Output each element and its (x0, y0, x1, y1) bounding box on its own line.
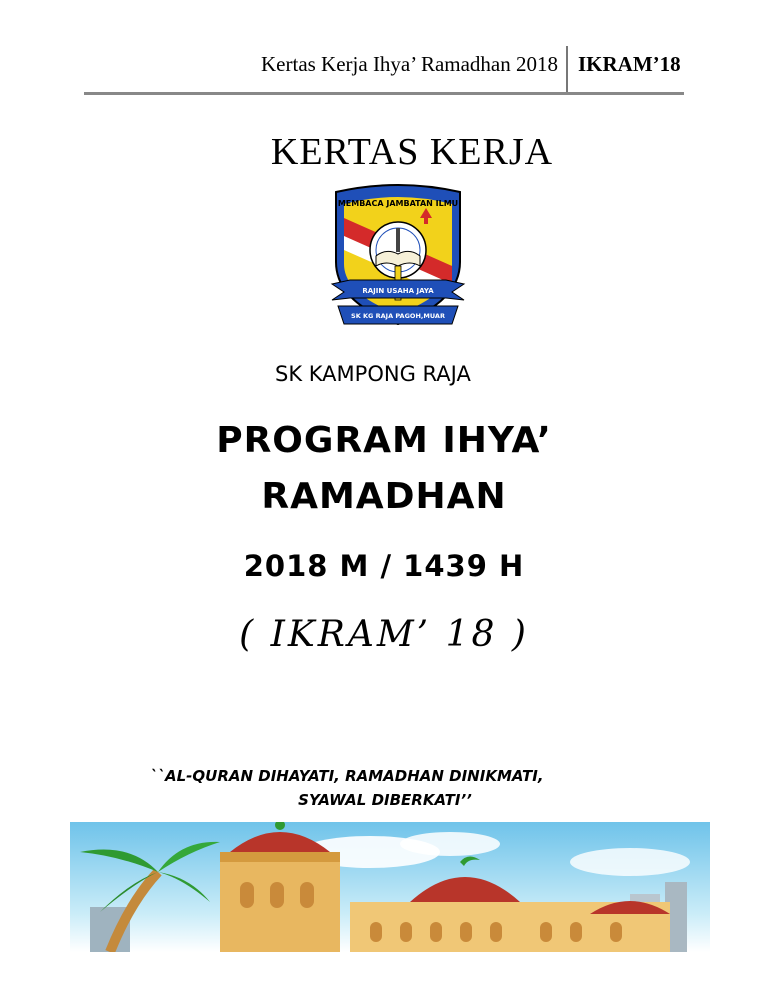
program-code: ( IKRAM’ 18 ) (239, 614, 529, 655)
program-year: 2018 M / 1439 H (243, 549, 525, 583)
page-header (84, 40, 684, 96)
school-crest-logo (330, 184, 466, 340)
header-title: Kertas Kerja Ihya’ Ramadhan 2018 (261, 52, 558, 76)
header-rule (84, 92, 684, 95)
program-title-line-1: PROGRAM IHYA’ (216, 420, 552, 461)
mosque-illustration-banner (70, 822, 710, 952)
header-divider (566, 46, 568, 92)
motto (150, 764, 620, 812)
logo-top-text: MEMBACA JAMBATAN ILMU (337, 199, 459, 208)
program-title-line-2: RAMADHAN (261, 476, 507, 517)
motto-line-1: ``AL-QURAN DIHAYATI, RAMADHAN DINIKMATI, (150, 767, 544, 785)
header-tag: IKRAM’18 (578, 52, 681, 76)
document-title: KERTAS KERJA (270, 131, 554, 173)
school-name: SK KAMPONG RAJA (275, 362, 471, 386)
logo-ribbon-1: RAJIN USAHA JAYA (362, 287, 434, 295)
logo-ribbon-2: SK KG RAJA PAGOH,MUAR (351, 312, 445, 320)
motto-line-2: SYAWAL DIBERKATI’’ (298, 791, 472, 809)
